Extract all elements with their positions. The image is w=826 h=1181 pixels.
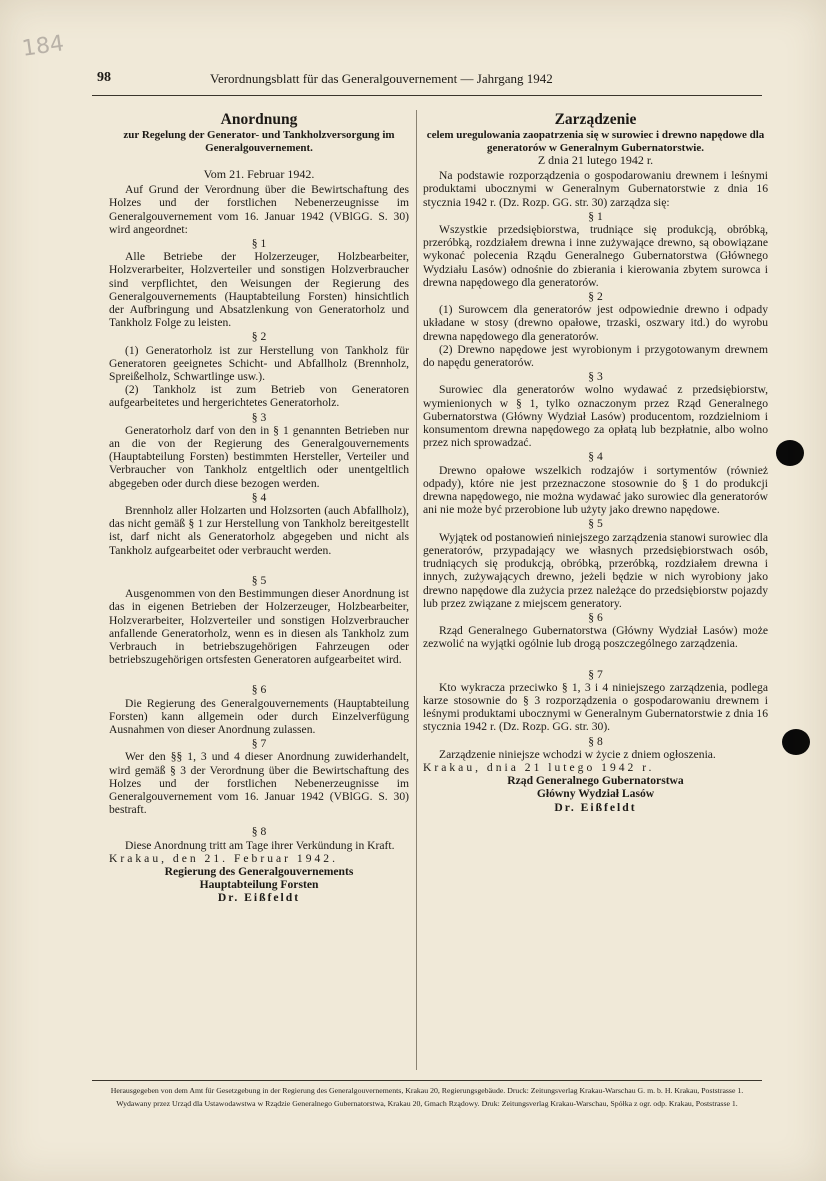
polish-section-8: Zarządzenie niniejsze wchodzi w życie z dniem ogłoszenia. — [439, 747, 716, 761]
german-section-2-paragraph-1: (1) Generatorholz ist zur Herstellung von Tankholz für Generatoren geeignetes Schicht- und Abfallholz (Brennholz, Spreißelholz, Schwartlinge usw.). — [109, 343, 409, 384]
german-signature-department: Hauptabteilung Forsten — [199, 878, 319, 892]
polish-section-3: Surowiec dla generatorów wolno wydawać z przedsiębiorstw, wymienionych w § 1, tylko oznaczonym przez Rząd Generalnego Gubernatorstwa (Główny Wydział Lasów) producentom, rozdzielniom i konsumentom drewna napędowego za opłatą lub bezpłatnie, albo wolno przez nich sprowadzać. — [423, 383, 768, 450]
german-section-4-heading: § 4 — [251, 490, 267, 504]
polish-section-3-heading: § 3 — [588, 370, 603, 384]
punch-hole-upper — [776, 440, 804, 466]
german-place-date: Krakau, den 21. Februar 1942. — [109, 851, 338, 865]
polish-title: Zarządzenie — [554, 111, 637, 128]
german-section-8: Diese Anordnung tritt am Tage ihrer Verkündung in Kraft. — [125, 838, 395, 852]
german-title: Anordnung — [220, 111, 298, 128]
polish-section-1-heading: § 1 — [588, 209, 603, 223]
german-section-6-heading: § 6 — [251, 683, 267, 697]
polish-signature-authority: Rząd Generalnego Gubernatorstwa — [507, 774, 684, 788]
german-section-2-paragraph-2: (2) Tankholz ist zum Betrieb von Generatoren aufgearbeitetes und hergerichtetes Generatorholz. — [109, 383, 409, 410]
german-signature-authority: Regierung des Generalgouvernements — [164, 864, 354, 878]
polish-section-6: Rząd Generalnego Gubernatorstwa (Główny Wydział Lasów) może zezwolić na wyjątki ogólnie lub drogą poszczególnego zarządzenia. — [423, 624, 768, 651]
german-section-3-heading: § 3 — [251, 410, 267, 424]
polish-section-4: Drewno opałowe wszelkich rodzajów i sortymentów (również odpady), które nie jest przeznaczone stosownie do § 1 do produkcji drewna napędowego, nie można wydawać jako surowiec dla generatorów ani nie może być przerobione lub użyty jako drewno napędowe. — [423, 463, 768, 517]
polish-section-1: Wszystkie przedsiębiorstwa, trudniące się produkcją, obróbką, przeróbką, rozdziałem drewna i inne zużywające drewno, są obowiązane wykonać polecenia Rządu Generalnego Gubernatorstwa (Głównego Wydziału Lasów) odnośnie do zbierania i kierowania zbytem surowca i drewna napędowego dla generatorów. — [423, 223, 768, 289]
german-signature-name: Dr. Eißfeldt — [217, 891, 301, 905]
german-column — [109, 108, 409, 905]
german-section-7: Wer den §§ 1, 3 und 4 dieser Anordnung zuwiderhandelt, wird gemäß § 3 der Verordnung über die Bewirtschaftung des Holzes und der forstlichen Nebenerzeugnisse im Generalgouvernement vom 16. Januar 1942 (VBlGG. S. 30) bestraft. — [109, 750, 409, 817]
polish-signature-department: Główny Wydział Lasów — [536, 787, 655, 801]
polish-section-6-heading: § 6 — [588, 610, 603, 624]
polish-subtitle: celem uregulowania zaopatrzenia się w surowiec i drewno napędowe dla generatorów w Generalnym Gubernatorstwie. — [426, 129, 765, 154]
punch-hole-lower — [782, 729, 810, 755]
publisher-footer — [92, 1086, 762, 1112]
footer-polish-imprint: Wydawany przez Urząd dla Ustawodawstwa w Rządzie Generalnego Gubernatorstwa, Krakau 20, Gmach Rządowy. Druk: Zeitungsverlag Krakau-Warschau, Spółka z ogr. odp. Krakau, Poststrasse 1. — [116, 1099, 738, 1108]
german-preamble: Auf Grund der Verordnung über die Bewirtschaftung des Holzes und der forstlichen Nebenerzeugnisse im Generalgouvernement vom 16. Januar 1942 (VBlGG. S. 30) wird angeordnet: — [109, 183, 409, 236]
polish-preamble: Na podstawie rozporządzenia o gospodarowaniu drewnem i leśnymi produktami ubocznymi w Generalnym Gubernatorstwie z dnia 16 stycznia 1942 r. (Dz. Rozp. GG. str. 30) zarządza się: — [423, 169, 768, 209]
polish-section-5: Wyjątek od postanowień niniejszego zarządzenia stanowi surowiec dla generatorów, przypadający we własnych przedsiębiorstwach osób, trudniących się produkcją, obróbką, przeróbką, rozdziałem drewna i innych, zużywających drewno, jeżeli będzie w nich wyrobiony jako drewno napędowe dla zużycia przez należące do przedsiębiorstw pojazdy lub przez związane z miejscem generatory. — [423, 530, 768, 610]
polish-section-2-paragraph-2: (2) Drewno napędowe jest wyrobionym i przygotowanym drewnem do napędu generatorów. — [423, 342, 768, 370]
german-section-1: Alle Betriebe der Holzerzeuger, Holzbearbeiter, Holzverarbeiter, Holzverteiler und sonstigen Holzverbraucher sind verpflichtet, den Weisungen der Regierung des Generalgouvernements (Hauptabteilung Forsten) hinsichtlich der Aufbringung und Absatzlenkung von Generatorholz und Tankholz Folge zu leisten. — [109, 250, 409, 330]
german-section-1-heading: § 1 — [251, 237, 267, 251]
polish-section-2-heading: § 2 — [588, 290, 603, 304]
handwritten-page-note: 184 — [20, 31, 66, 62]
german-section-2-heading: § 2 — [251, 330, 267, 344]
polish-column — [423, 108, 768, 814]
polish-section-8-heading: § 8 — [588, 734, 603, 748]
german-section-7-heading: § 7 — [251, 737, 267, 751]
polish-date: Z dnia 21 lutego 1942 r. — [537, 153, 654, 167]
polish-place-date: Krakau, dnia 21 lutego 1942 r. — [423, 760, 655, 774]
german-section-6: Die Regierung des Generalgouvernements (Hauptabteilung Forsten) kann allgemein oder durch Einzelverfügung Ausnahmen von dieser Anordnung zulassen. — [109, 696, 409, 736]
german-date: Vom 21. Februar 1942. — [203, 167, 315, 181]
polish-signature-name: Dr. Eißfeldt — [554, 800, 637, 814]
german-section-4: Brennholz aller Holzarten und Holzsorten (auch Abfallholz), das nicht gemäß § 1 zur Herstellung von Tankholz bereitgestellt ist, darf nicht als Generatorholz abgegeben und nicht als Tankholz aufgearbeitet oder verbraucht werden. — [109, 504, 409, 557]
german-subtitle: zur Regelung der Generator- und Tankholzversorgung im Generalgouvernement. — [123, 129, 395, 154]
header-rule — [92, 95, 762, 96]
column-divider — [416, 110, 417, 1070]
page-header — [97, 70, 741, 88]
gazette-title: Verordnungsblatt für das Generalgouvernement — Jahrgang 1942 — [210, 71, 553, 86]
polish-section-7: Kto wykracza przeciwko § 1, 3 i 4 niniejszego zarządzenia, podlega karze stosownie do § 3 rozporządzenia o gospodarowaniu drewnem i leśnymi produktami ubocznymi w Generalnym Gubernatorstwie z dnia 16 stycznia 1942 r. (Dz. Rozp. GG. str. 30). — [423, 680, 768, 734]
footer-german-imprint: Herausgegeben von dem Amt für Gesetzgebung in der Regierung des Generalgouvernements, Krakau 20, Regierungsgebäude. Druck: Zeitungsverlag Krakau-Warschau G. m. b. H. Krakau, Poststrasse 1. — [110, 1086, 744, 1095]
polish-section-4-heading: § 4 — [588, 450, 603, 464]
german-section-8-heading: § 8 — [251, 825, 267, 839]
german-section-5-heading: § 5 — [251, 573, 267, 587]
german-section-5: Ausgenommen von den Bestimmungen dieser Anordnung ist das in eigenen Betrieben der Holzerzeuger, Holzbearbeiter, Holzverarbeiter, Holzverteiler und sonstigen Holzverbraucher anfallende Generatorholz, wenn es in diesen als Tankholz zum Verbrauch in betriebszugehörigen Fahrzeugen oder betriebszugehörigen ortsfesten Generatoren aufgearbeitet wird. — [109, 587, 409, 667]
footer-rule — [92, 1080, 762, 1081]
polish-section-7-heading: § 7 — [588, 667, 603, 681]
polish-section-5-heading: § 5 — [588, 517, 603, 531]
german-section-3: Generatorholz darf von den in § 1 genannten Betrieben nur an die von der Regierung des Generalgouvernements (Hauptabteilung Forsten) bestimmten Hersteller, Verteiler und Verbraucher von Tankholz entgeltlich oder unentgeltlich abgegeben oder durch diese bezogen werden. — [109, 423, 409, 490]
polish-section-2-paragraph-1: (1) Surowcem dla generatorów jest odpowiednie drewno i odpady układane w stosy (drewno opałowe, trzaski, oszwary itd.) do wyrobu drewna napędowego dla generatorów. — [423, 303, 768, 343]
page-number: 98 — [97, 70, 111, 85]
